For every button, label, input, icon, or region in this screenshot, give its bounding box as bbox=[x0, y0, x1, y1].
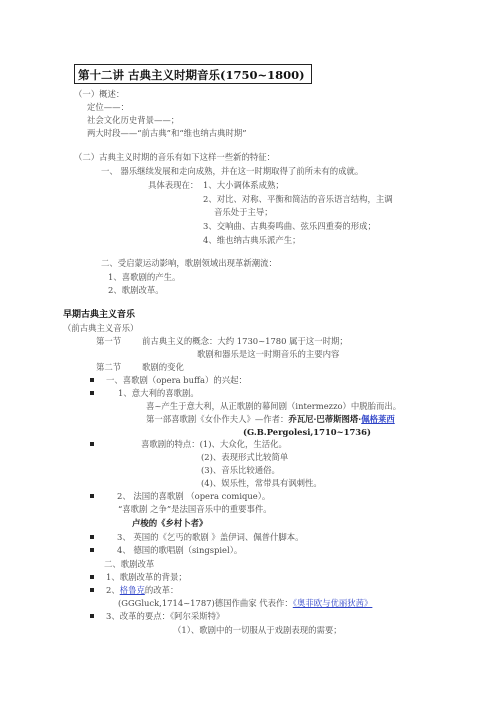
gluck-prefix: 2、 bbox=[106, 585, 120, 595]
feature-item: (4)、娱乐性，常带具有讽刺性。 bbox=[201, 478, 322, 488]
opera-item: 1、喜歌剧的产生。 bbox=[108, 272, 181, 282]
bullet-icon bbox=[90, 378, 94, 382]
france-desc: “喜歌剧 之争”是法国音乐中的重要事件。 bbox=[118, 504, 272, 514]
features-label: 喜歌剧的特点：(1)、大众化，生活化。 bbox=[141, 439, 287, 449]
section-label: 第一节 bbox=[96, 336, 122, 346]
first-opera bbox=[146, 415, 395, 423]
bullet-icon bbox=[90, 391, 94, 395]
concrete-item: 音乐处于主导； bbox=[214, 207, 273, 217]
feature-item: (3)、音乐比较通俗。 bbox=[201, 465, 280, 475]
reform-points: 3、改革的要点：《阿尔采斯特》 bbox=[106, 611, 225, 621]
section1-heading: （一）概述： bbox=[74, 89, 125, 99]
feature-point: 二、受启蒙运动影响，歌剧领域出现革新潮流： bbox=[101, 258, 277, 268]
overview-item: 两大时段——“前古典”和“维也纳古典时期” bbox=[87, 128, 247, 138]
section-label: 第二节 bbox=[96, 362, 122, 372]
feature-point: 一、 器乐继续发展和走向成熟，并在这一时期取得了前所未有的成就。 bbox=[101, 166, 364, 176]
bullet-icon bbox=[90, 614, 94, 618]
bullet-icon bbox=[90, 548, 94, 552]
germany-item: 4、 德国的歌唱剧（singspiel）。 bbox=[117, 545, 243, 555]
reform-point: （1）、歌剧中的一切服从于戏剧表现的需要； bbox=[173, 625, 342, 635]
page-title: 第十二讲 古典主义时期音乐(1750~1800) bbox=[74, 64, 312, 84]
france-item: 2、 法国的喜歌剧 （opera comique）。 bbox=[117, 491, 271, 501]
concrete-item: 1、大小调体系成熟； bbox=[203, 180, 284, 190]
reform-background: 1、歌剧改革的背景； bbox=[106, 572, 187, 582]
overview-item: 社会文化历史背景——； bbox=[87, 115, 180, 125]
gluck-info-text: (GGGluck,1714~1787)德国作曲家 代表作： bbox=[118, 598, 293, 608]
england-item: 3、 英国的《乞丐的歌剧 》盖伊词、佩普什脚本。 bbox=[117, 532, 304, 542]
first-opera-prefix: 第一部喜歌剧《女仆作夫人》—作者： bbox=[146, 414, 289, 424]
gluck-link[interactable]: 格鲁克 bbox=[119, 585, 145, 595]
bullet-icon bbox=[90, 588, 94, 592]
concrete-label: 具体表现在： bbox=[148, 180, 199, 190]
gluck-reform bbox=[106, 586, 178, 594]
concrete-item: 2、对比、对称、平衡和简洁的音乐语言结构，主调 bbox=[203, 194, 393, 204]
reform-heading: 二、歌剧改革 bbox=[104, 559, 155, 569]
section-text: 歌剧的变化 bbox=[142, 362, 184, 372]
composer-link[interactable]: 佩格莱西 bbox=[361, 414, 395, 424]
rousseau-work: 卢梭的《乡村卜者》 bbox=[132, 518, 208, 528]
composer-name: 乔瓦尼·巴蒂斯图塔· bbox=[288, 414, 362, 424]
early-heading: 早期古典主义音乐 bbox=[63, 310, 136, 320]
gluck-work-link[interactable]: 《奥菲欧与优丽狄茜》 bbox=[292, 598, 373, 608]
overview-item: 定位——： bbox=[87, 102, 129, 112]
bullet-icon bbox=[90, 535, 94, 539]
composer-dates: (G.B.Pergolesi,1710~1736) bbox=[243, 427, 371, 437]
concrete-item: 4、维也纳古典乐派产生； bbox=[203, 235, 301, 245]
feature-item: (2)、表现形式比较简单 bbox=[201, 452, 289, 462]
opera-buffa-rise: 一、喜歌剧（opera buffa）的兴起： bbox=[106, 375, 247, 385]
concrete-item: 3、交响曲、古典奏鸣曲、弦乐四重奏的形成； bbox=[203, 221, 376, 231]
early-subheading: （前古典主义音乐） bbox=[63, 323, 139, 333]
section2-heading: （二）古典主义时期的音乐有如下这样一些新的特征： bbox=[74, 152, 275, 162]
gluck-suffix: 的改革： bbox=[144, 585, 179, 595]
gluck-info bbox=[118, 599, 372, 607]
bullet-icon bbox=[90, 442, 94, 446]
section-text: 前古典主义的概念：大约 1730~1780 属于这一时期； bbox=[142, 336, 348, 346]
section-text: 歌剧和器乐是这一时期音乐的主要内容 bbox=[197, 349, 340, 359]
bullet-icon bbox=[90, 494, 94, 498]
italy-desc: 喜~产生于意大利，从正歌剧的幕间剧（intermezzo）中脱胎而出。 bbox=[146, 401, 402, 411]
italy-item: 1、意大利的喜歌剧。 bbox=[118, 388, 199, 398]
opera-item: 2、歌剧改革。 bbox=[108, 285, 164, 295]
bullet-icon bbox=[90, 575, 94, 579]
